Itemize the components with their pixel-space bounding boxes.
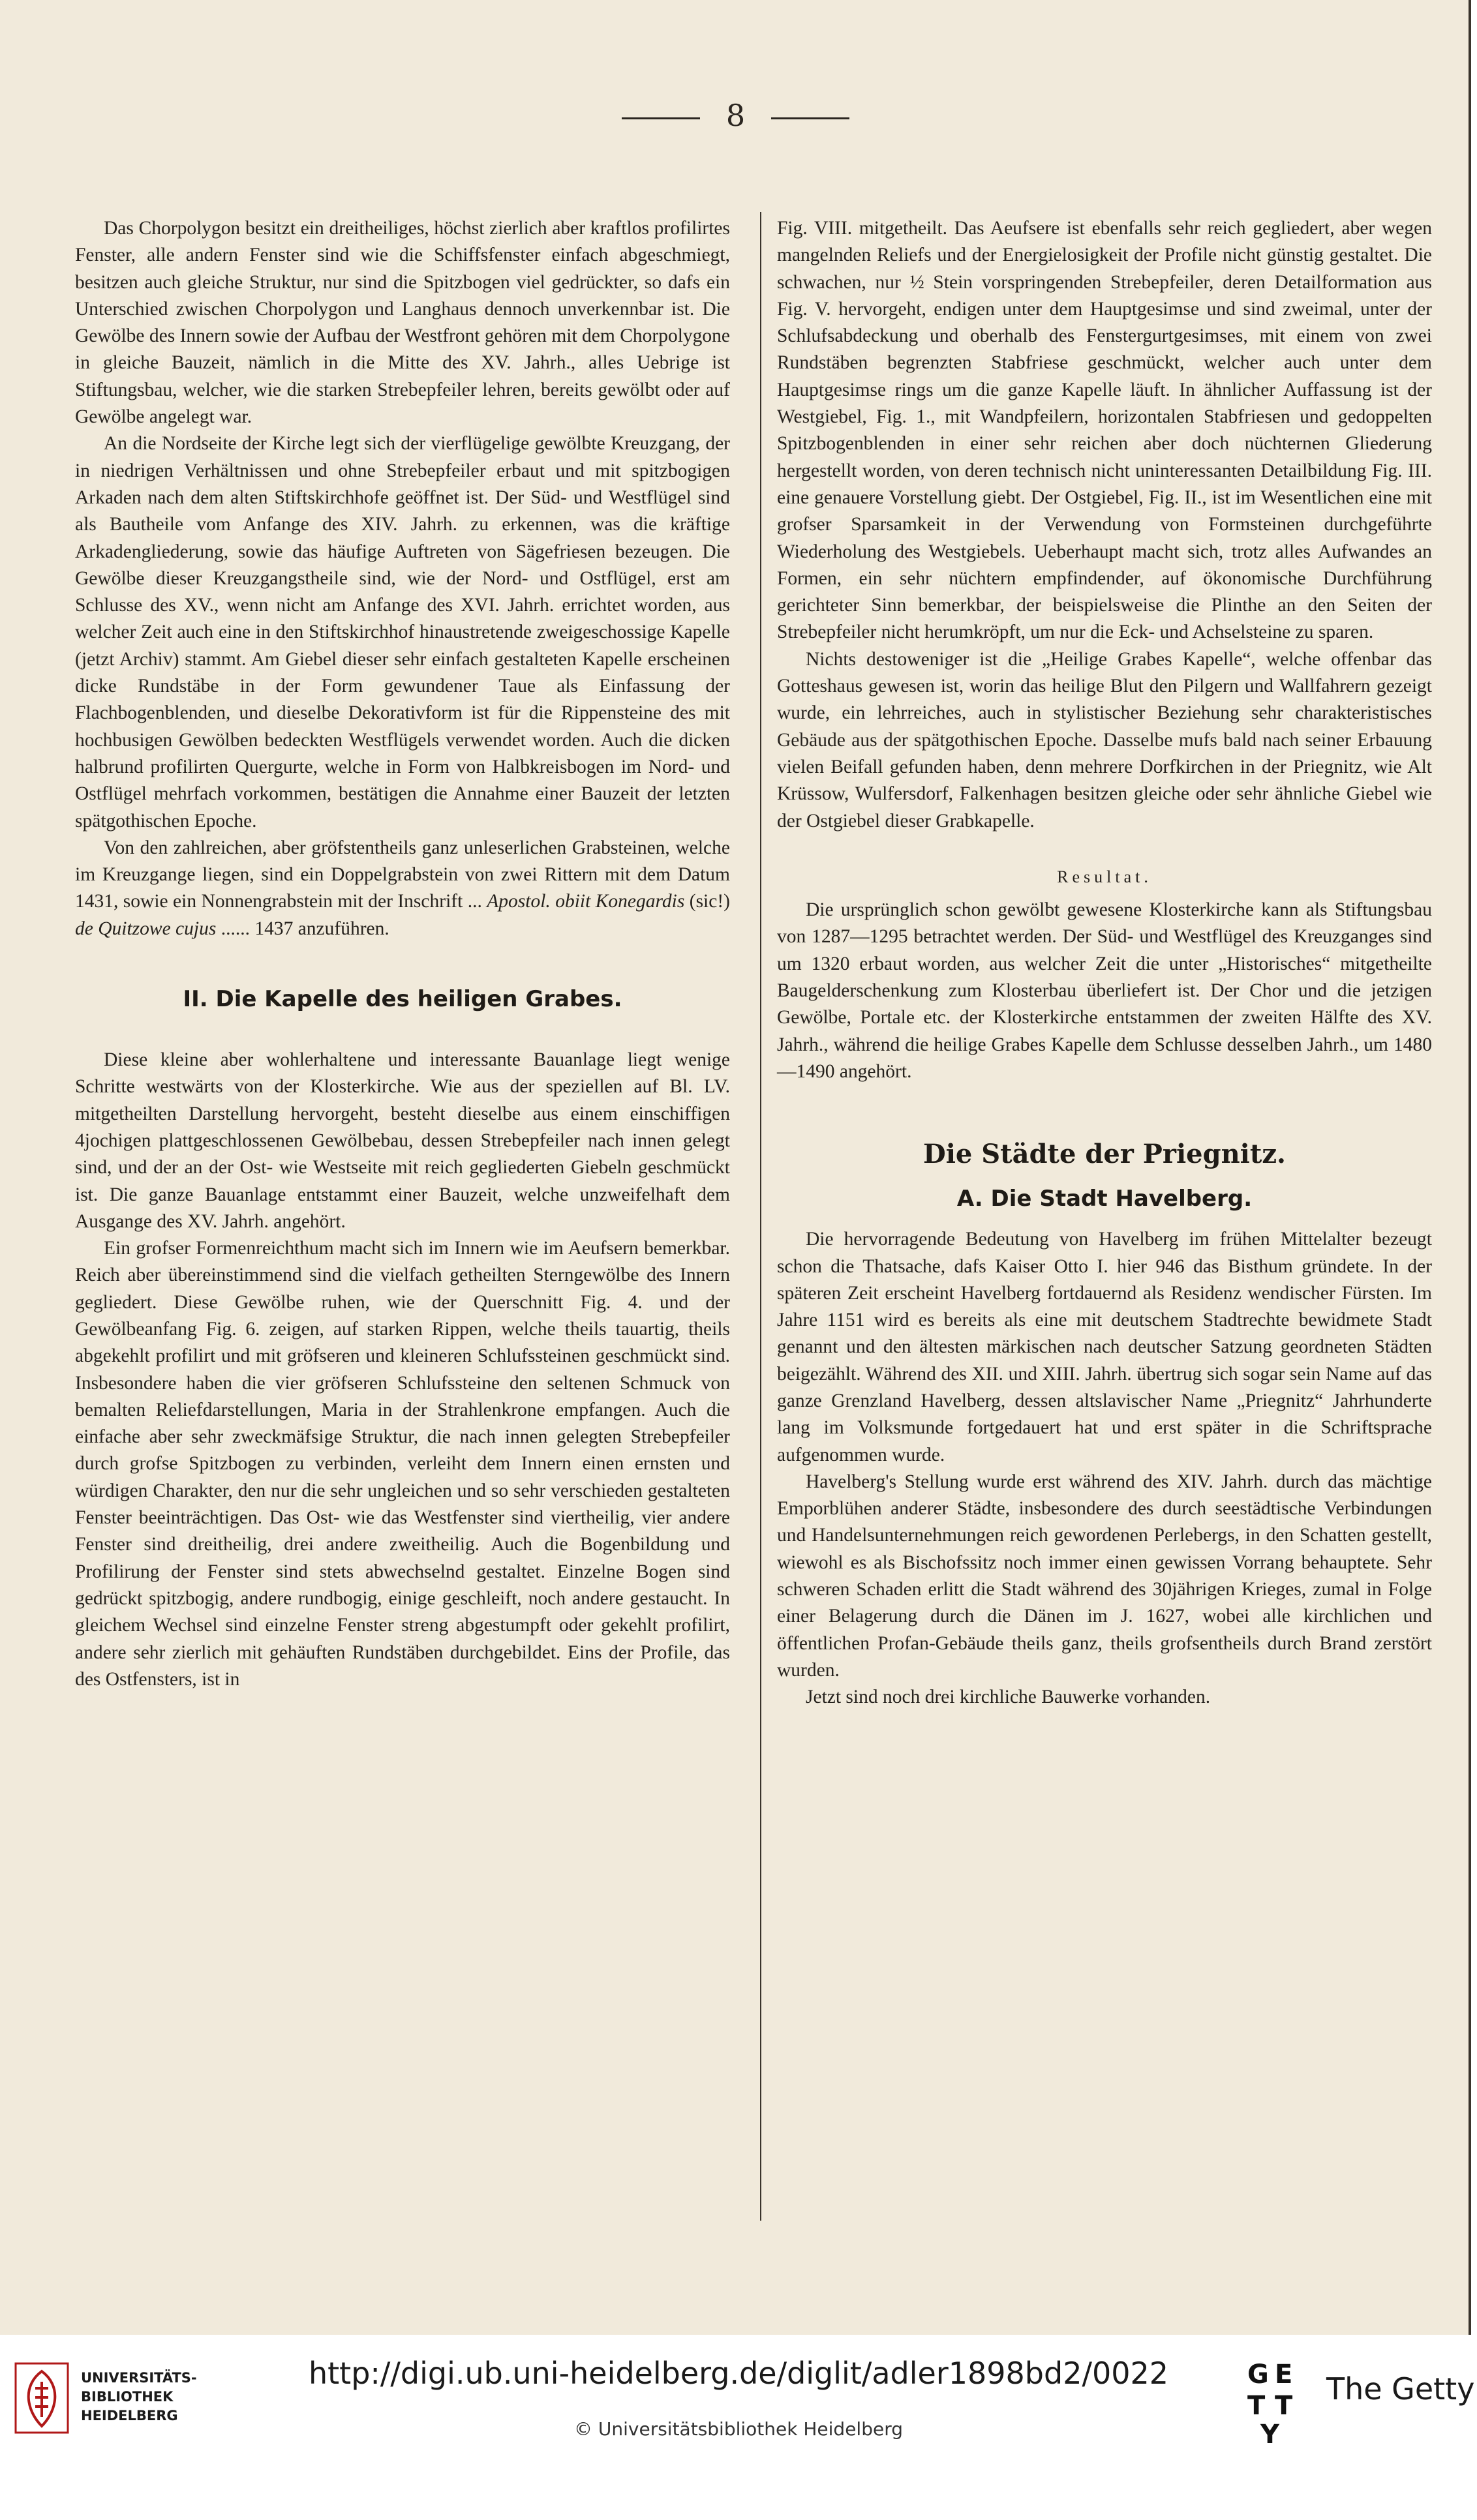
svg-text:T: T: [1275, 2391, 1293, 2421]
section-heading-chapel: II. Die Kapelle des heiligen Grabes.: [183, 986, 622, 1013]
getty-name: The Getty: [1326, 2371, 1475, 2407]
left-paragraph-3: [75, 835, 730, 942]
inscription-latin-2: de Quitzowe cujus: [75, 918, 217, 939]
inscription-end: ...... 1437 anzuführen.: [216, 918, 389, 939]
page-number: 8: [725, 98, 746, 133]
copyright-notice: © Universitätsbibliothek Heidelberg: [573, 2418, 903, 2440]
right-paragraph-1: Fig. VIII. mitgetheilt. Das Aeufsere ist ebenfalls sehr reich gegliedert, aber wegen mangelnden Reliefs und der Energielosigkeit der Profile nicht günstig gestaltet. Die schwachen, nur ½ Stein vorspringenden Strebepfeiler, deren Detailformation aus Fig. V. hervorgeht, endigen unter dem Hauptgesimse und sind zweimal, unter der Schlufsabdeckung und oberhalb des Fenstergurtgesimses, mit einem von zwei Rundstäben begrenzten Stabfriese geschmückt, welcher auch unter dem Hauptgesimse rings um die ganze Kapelle läuft. In ähnlicher Auffassung ist der Westgiebel, Fig. 1., mit Wandpfeilern, horizontalen Stabfriesen und gedoppelten Spitzbogenblenden in einer sehr reichen aber doch nüchternen Gliederung hergestellt worden, von deren technisch nicht uninteressanten Detailbildung Fig. III. eine genauere Vorstellung giebt. Der Ostgiebel, Fig. II., ist im Wesentlichen eine mit grofser Sparsamkeit in der Verwendung von Formsteinen durchgeführte Wiederholung des Westgiebels. Ueberhaupt macht sich, trotz alles Aufwandes an Formen, ein sehr nüchtern empfindender, auf ökonomische Durchführung gerichteter Sinn bemerkbar, der beispielsweise die Plinthe an den Seiten der Strebepfeiler nicht herumkröpft, um nur die Eck- und Achselsteine zu sparen.: [777, 218, 1432, 643]
folio-rule-right: [771, 117, 849, 119]
svg-text:G: G: [1247, 2360, 1269, 2390]
left-paragraph-4: Diese kleine aber wohlerhaltene und interessante Bauanlage liegt wenige Schritte westwärts von der Klosterkirche. Wie aus der speziellen auf Bl. LV. mitgetheilten Darstellung hervorgeht, besteht dieselbe aus einem einschiffigen 4jochigen plattgeschlossenen Gewölbebau, dessen Strebepfeiler nach innen gelegt sind, und der an der Ost- wie Westseite mit reich gegliederten Giebeln geschmückt ist. Die ganze Bauanlage entstammt einer Bauzeit, welche unzweifelhaft dem Ausgange des XV. Jahrh. angehört.: [75, 1049, 730, 1232]
library-name-line-1: UNIVERSITÄTS-: [81, 2370, 197, 2386]
column-divider: [760, 212, 761, 2221]
resultat-heading: Resultat.: [1057, 867, 1152, 886]
library-name-line-3: HEIDELBERG: [81, 2408, 178, 2423]
right-paragraph-3: Die ursprünglich schon gewölbt gewesene Klosterkirche kann als Stiftungsbau von 1287—1295 betrachtet werden. Der Süd- und Westflügel des Kreuzganges sind um 1320 erbaut worden, aus welcher Zeit die unter „Historisches“ mitgetheilte Baugelderschenkung zum Klosterbau überliefert ist. Der Chor und die jetzigen Gewölbe, Portale etc. der Klosterkirche entstammen der zweiten Hälfte des XV. Jahrh., während die heilige Grabes Kapelle dem Schlusse desselben Jahrh., um 1480—1490 angehört.: [777, 899, 1432, 1082]
right-column: [777, 215, 1432, 1711]
getty-mark-icon: [1246, 2354, 1306, 2446]
left-column: [75, 215, 730, 1693]
right-paragraph-4: Die hervorragende Bedeutung von Havelberg im frühen Mittelalter bezeugt schon die Thatsache, dafs Kaiser Otto I. hier 946 das Bisthum gründete. In der späteren Zeit erscheint Havelberg fortdauernd als Residenz wendischer Fürsten. Im Jahre 1151 wird es bereits als eine mit deutschem Stadtrechte bewidmete Stadt genannt und den ältesten märkischen nach deutscher Satzung geordneten Städten beigezählt. Während des XII. und XIII. Jahrh. übertrug sich sogar sein Name auf das ganze Grenzland Havelberg, dessen altslavischer Name „Priegnitz“ Jahrhunderte lang im Volksmunde fortgedauert hat und erst später in die Schriftsprache aufgenommen wurde.: [777, 1229, 1432, 1465]
folio-rule-left: [622, 117, 700, 119]
left-paragraph-2: An die Nordseite der Kirche legt sich der vierflügelige gewölbte Kreuzgang, der in niedrigen Verhältnissen und ohne Strebepfeiler erbaut und mit spitzbogigen Arkaden nach dem alten Stiftskirchhofe geöffnet ist. Der Süd- und Westflügel sind als Bautheile vom Anfange des XIV. Jahrh. zu erkennen, was die kräftige Arkadengliederung, sowie das häufige Auftreten von Sägefriesen bezeugen. Die Gewölbe dieser Kreuzgangstheile sind, wie der Nord- und Ostflügel, erst am Schlusse des XV., wenn nicht am Anfange des XVI. Jahrh. errichtet worden, aus welcher Zeit auch eine in den Stiftskirchhof hinaustretende zweigeschossige Kapelle (jetzt Archiv) stammt. Am Giebel dieser sehr einfach gestalteten Kapelle erscheinen dicke Rundstäbe in der Form gewundener Taue als Einfassung der Flachbogenblenden, und dieselbe Dekorativform ist für die Rippensteine des mit hochbusigen Gewölben bedeckten Westflügels verwendet worden. Auch die dicken halbrund profilirten Quergurte, welche in Form von Halbkreisbogen im Nord- und Ostflügel mehrfach vorkommen, bestätigen die Annahme einer Bauzeit der letzten spätgothischen Epoche.: [75, 433, 730, 832]
left-paragraph-5: Ein grofser Formenreichthum macht sich im Innern wie im Aeufsern bemerkbar. Reich aber übereinstimmend sind die vielfach getheilten Sterngewölbe des Innern gegliedert. Diese Gewölbe ruhen, wie der Querschnitt Fig. 4. und der Gewölbeanfang Fig. 6. zeigen, auf starken Rippen, welche theils tauartig, theils abgekehlt profilirt und mit gröfseren und kleineren Schlufssteinen geschmückt sind. Insbesondere haben die vier gröfseren Schlufssteine den seltenen Schmuck von bemalten Reliefdarstellungen, Maria in der Strahlenkrone empfangen. Auch die einfache aber sehr zweckmäfsige Struktur, die nach innen gelegten Strebepfeiler durch grofse Spitzbogen zu verbinden, verleiht dem Innern einen ernsten und würdigen Charakter, den nur die sehr ungleichen und so sehr verschieden gestalteten Fenster beeinträchtigen. Das Ost- wie das Westfenster sind viertheilig, vier andere Fenster sind dreitheilig, drei andere zweitheilig. Auch die Bogenbildung und Profilirung der Fenster sind stets abwechselnd gestaltet. Einzelne Bogen sind gedrückt spitzbogig, andere rundbogig, einige geschleift, noch andere gestaucht. In gleichem Wechsel sind einzelne Fenster streng abgestumpft oder gekehlt profilirt, andere sehr zierlich mit gehäuften Rundstäben durchgebildet. Eins der Profile, das des Ostfensters, ist in: [75, 1238, 730, 1690]
viewer-footer: [0, 2335, 1477, 2520]
svg-text:E: E: [1275, 2360, 1293, 2390]
svg-text:T: T: [1247, 2391, 1266, 2421]
subsection-heading: A. Die Stadt Havelberg.: [956, 1186, 1253, 1212]
left-paragraph-1: Das Chorpolygon besitzt ein dreitheiliges, höchst zierlich aber kraftlos profilirtes Fenster, alle andern Fenster sind wie die Schiffsfenster einfach abgeschmiegt, besitzen auch gleiche Struktur, nur sind die Spitzbogen viel gedrückter, so dafs ein Unterschied zwischen Chorpolygon und Langhaus dennoch unverkennbar ist. Die Gewölbe des Innern sowie der Aufbau der Westfront gehören mit dem Chorpolygone in gleiche Bauzeit, nämlich in die Mitte des XV. Jahrh., alles Uebrige ist Stiftungsbau, welcher, wie die starken Strebepfeiler lehren, bereits gewölbt oder auf Gewölbe angelegt war.: [75, 218, 730, 428]
library-name-line-2: BIBLIOTHEK: [81, 2389, 174, 2405]
right-paragraph-2: Nichts destoweniger ist die „Heilige Grabes Kapelle“, welche offenbar das Gotteshaus gewesen ist, worin das heilige Blut den Pilgern und Wallfahrern gezeigt wurde, ein lehrreiches, auch in stylistischer Beziehung sehr charakteristisches Gebäude aus der spätgothischen Epoche. Dasselbe mufs bald nach seiner Erbauung vielen Beifall gefunden haben, denn mehrere Dorfkirchen in der Priegnitz, wie Alt Krüssow, Wulfersdorf, Falkenhagen besitzen gleiche oder sehr ähnliche Giebel wie der Ostgiebel dieser Grabkapelle.: [777, 648, 1432, 832]
svg-text:Y: Y: [1260, 2420, 1279, 2446]
inscription-intro: Von den zahlreichen, aber gröfstentheils ganz unleserlichen Grabsteinen, welche im Kreuzgange liegen, sind ein Doppelgrabstein von zwei Rittern mit dem Datum 1431, sowie ein Nonnengrabstein mit der Inschrift ...: [75, 837, 730, 912]
right-paragraph-5: Havelberg's Stellung wurde erst während des XIV. Jahrh. durch das mächtige Emporblühen anderer Städte, insbesondere des durch seestädtische Verbindungen und Handelsunternehmungen reich gewordenen Perlebergs, in den Schatten gestellt, wiewohl es als Bischofssitz noch immer einen gewissen Vorrang behauptete. Sehr schweren Schaden erlitt die Stadt während des 30jährigen Krieges, zumal in Folge einer Belagerung durch die Dänen im J. 1627, wobei alle kirchlichen und öffentlichen Profan-Gebäude theils ganz, theils grofsentheils durch Brand zerstört wurden.: [777, 1471, 1432, 1681]
inscription-sic: (sic!): [684, 891, 730, 912]
inscription-latin-1: Apostol. obiit Konegardis: [487, 891, 685, 912]
chapter-heading: Die Städte der Priegnitz.: [923, 1139, 1286, 1170]
permalink[interactable]: http://digi.ub.uni-heidelberg.de/diglit/adler1898bd2/0022: [308, 2356, 1169, 2391]
page-number-header: [0, 98, 1471, 133]
right-paragraph-6: Jetzt sind noch drei kirchliche Bauwerke vorhanden.: [806, 1687, 1211, 1708]
